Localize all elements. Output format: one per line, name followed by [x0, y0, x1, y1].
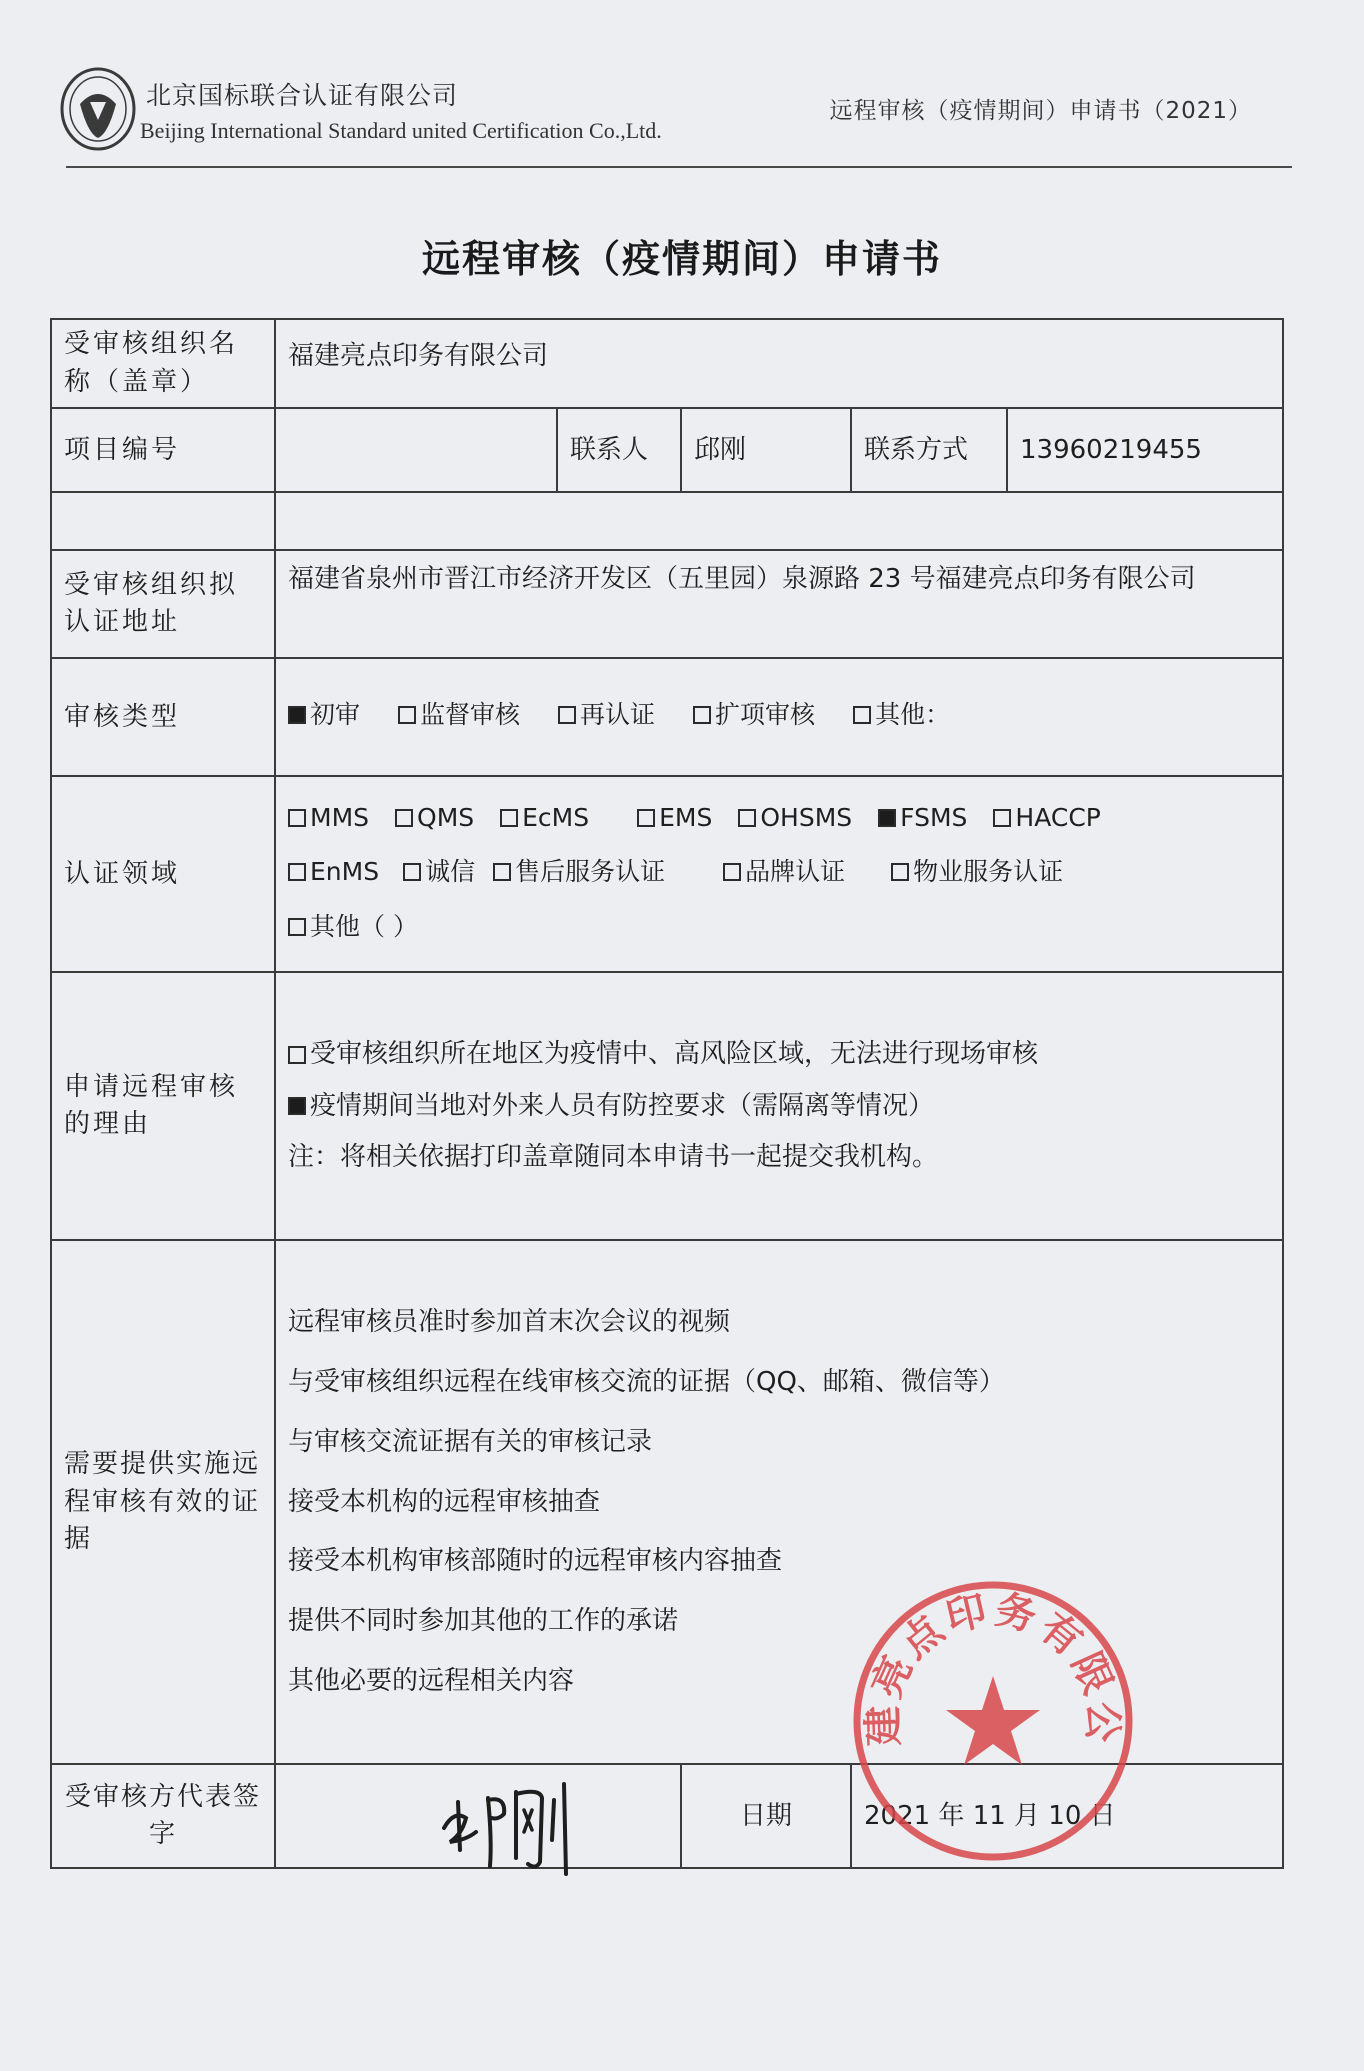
company-logo [58, 64, 140, 154]
phone-value: 13960219455 [1007, 408, 1283, 492]
checkbox-icon[interactable] [288, 918, 306, 936]
reason-option[interactable]: 受审核组织所在地区为疫情中、高风险区域，无法进行现场审核 [288, 1036, 1270, 1074]
evidence-label: 需要提供实施远程审核有效的证据 [51, 1240, 275, 1764]
checkbox-icon[interactable] [558, 706, 576, 724]
handwritten-signature [432, 1770, 582, 1880]
checkbox-icon[interactable] [493, 863, 511, 881]
project-number-label: 项目编号 [51, 408, 275, 492]
checkbox-icon[interactable] [403, 863, 421, 881]
address-value: 福建省泉州市晋江市经济开发区（五里园）泉源路 23 号福建亮点印务有限公司 [275, 550, 1283, 658]
cert-option[interactable]: HACCP [993, 800, 1100, 836]
empty-value-cell [275, 492, 1283, 550]
evidence-item: 与审核交流证据有关的审核记录 [288, 1426, 653, 1457]
audit-type-options [275, 658, 1283, 776]
checkbox-icon[interactable] [288, 1046, 306, 1064]
company-name-en: Beijing International Standard united Certification Co.,Ltd. [140, 118, 662, 143]
checkbox-icon[interactable] [637, 809, 655, 827]
audit-type-option[interactable]: 扩项审核 [693, 697, 815, 733]
form-code: 远程审核（疫情期间）申请书（2021） [829, 98, 1252, 124]
header-divider [66, 166, 1292, 168]
audit-type-option[interactable]: 再认证 [558, 697, 655, 733]
evidence-item: 接受本机构审核部随时的远程审核内容抽查 [288, 1546, 783, 1577]
reason-option[interactable]: 疫情期间当地对外来人员有防控要求（需隔离等情况） [288, 1088, 1270, 1126]
org-name-value: 福建亮点印务有限公司 [275, 319, 1283, 408]
evidence-item: 其他必要的远程相关内容 [288, 1665, 575, 1696]
company-seal [848, 1576, 1138, 1866]
audit-type-label: 审核类型 [51, 658, 275, 776]
cert-option[interactable]: 其他（ ） [288, 909, 418, 945]
cert-option[interactable]: 售后服务认证 [493, 854, 665, 890]
date-label: 日期 [681, 1764, 851, 1868]
project-number-value [275, 408, 557, 492]
address-label: 受审核组织拟认证地址 [51, 550, 275, 658]
empty-label-cell [51, 492, 275, 550]
checkbox-icon[interactable] [288, 809, 306, 827]
checkbox-icon[interactable] [853, 706, 871, 724]
checkbox-icon[interactable] [288, 863, 306, 881]
checkbox-icon[interactable] [891, 863, 909, 881]
cert-option[interactable]: EcMS [500, 800, 589, 836]
signature-label: 受审核方代表签字 [51, 1764, 275, 1868]
cert-option[interactable]: QMS [395, 800, 474, 836]
audit-type-option[interactable]: 监督审核 [398, 697, 520, 733]
evidence-item: 接受本机构的远程审核抽查 [288, 1486, 601, 1517]
reason-note: 注：将相关依据打印盖章随同本申请书一起提交我机构。 [288, 1142, 939, 1173]
cert-field-label: 认证领域 [51, 776, 275, 972]
seal-text: 建亮点印务有限公 [860, 1586, 1126, 1747]
checkbox-icon[interactable] [398, 706, 416, 724]
checkbox-checked-icon[interactable] [878, 809, 896, 827]
checkbox-checked-icon[interactable] [288, 1097, 306, 1115]
contact-value: 邱刚 [681, 408, 851, 492]
org-name-label: 受审核组织名称（盖章） [51, 319, 275, 408]
cert-field-options [275, 776, 1283, 972]
audit-type-option[interactable]: 初审 [288, 697, 360, 733]
checkbox-icon[interactable] [693, 706, 711, 724]
document-title: 远程审核（疫情期间）申请书 [421, 237, 942, 281]
phone-label: 联系方式 [851, 408, 1007, 492]
cert-option[interactable]: 物业服务认证 [891, 854, 1063, 890]
checkbox-checked-icon[interactable] [288, 706, 306, 724]
checkbox-icon[interactable] [395, 809, 413, 827]
cert-option[interactable]: OHSMS [738, 800, 852, 836]
date-value: 2021 年 11 月 10 日 [851, 1764, 1283, 1868]
cert-option[interactable]: 诚信 [403, 854, 475, 890]
checkbox-icon[interactable] [993, 809, 1011, 827]
reason-label: 申请远程审核的理由 [51, 972, 275, 1240]
evidence-item: 与受审核组织远程在线审核交流的证据（QQ、邮箱、微信等） [288, 1367, 1005, 1398]
cert-option[interactable]: 品牌认证 [723, 854, 845, 890]
evidence-item: 远程审核员准时参加首末次会议的视频 [288, 1307, 731, 1338]
cert-option[interactable]: EMS [637, 800, 712, 836]
cert-option[interactable]: EnMS [288, 854, 379, 890]
audit-type-option[interactable]: 其他： [853, 697, 950, 733]
cert-option[interactable]: FSMS [878, 800, 967, 836]
cert-option[interactable]: MMS [288, 800, 369, 836]
evidence-item: 提供不同时参加其他的工作的承诺 [288, 1605, 679, 1636]
reason-options [275, 972, 1283, 1240]
contact-label: 联系人 [557, 408, 681, 492]
company-name-cn: 北京国标联合认证有限公司 [146, 81, 459, 110]
checkbox-icon[interactable] [738, 809, 756, 827]
checkbox-icon[interactable] [723, 863, 741, 881]
checkbox-icon[interactable] [500, 809, 518, 827]
